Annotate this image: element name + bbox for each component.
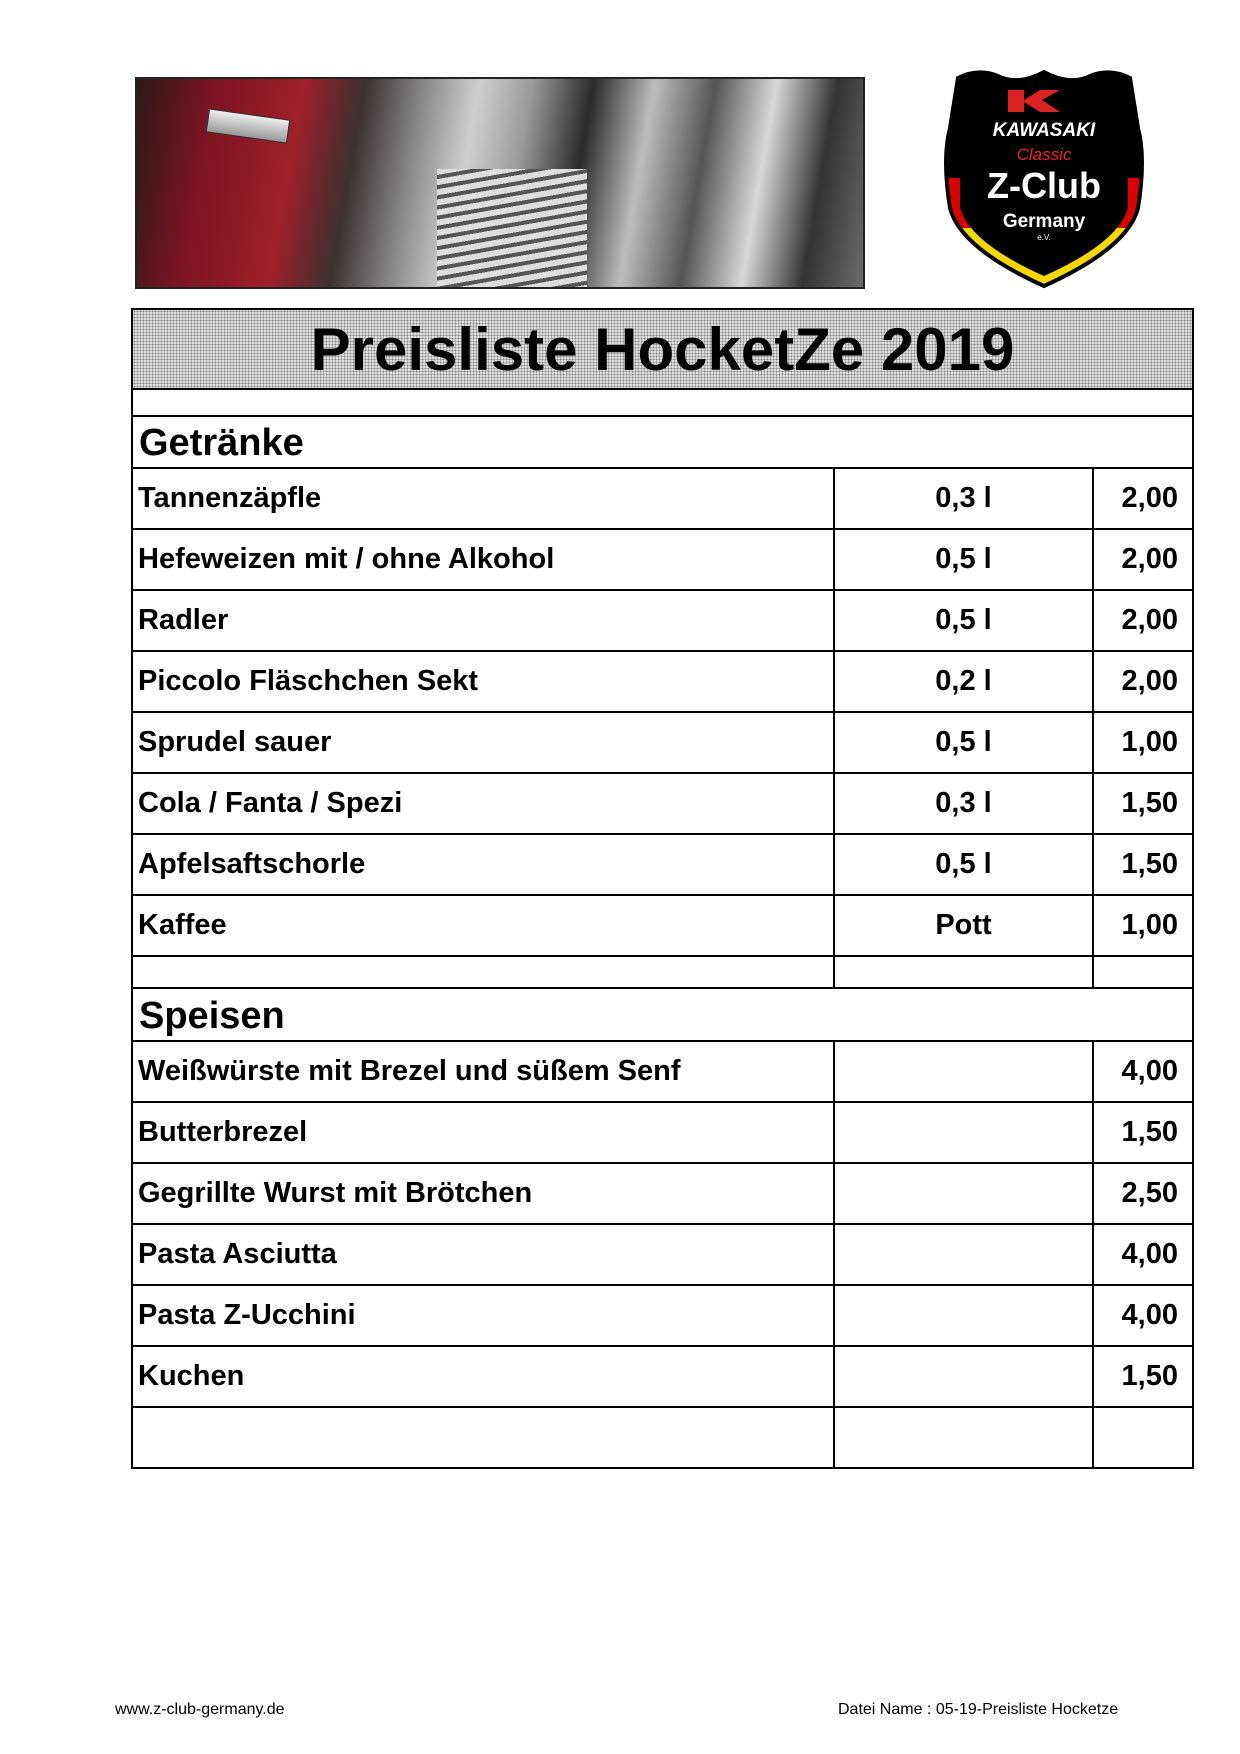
- item-price: 2,00: [1092, 652, 1194, 711]
- item-size: [833, 1042, 1092, 1101]
- item-name: Cola / Fanta / Spezi: [138, 787, 403, 819]
- table-row: [131, 835, 1194, 896]
- page-title: Preisliste HocketZe 2019: [131, 308, 1194, 390]
- item-price: 2,00: [1092, 591, 1194, 650]
- item-price: 1,50: [1092, 835, 1194, 894]
- item-price: 1,50: [1092, 774, 1194, 833]
- item-price: 2,50: [1092, 1164, 1194, 1223]
- item-name: Kaffee: [138, 909, 227, 941]
- item-name: Sprudel sauer: [138, 726, 332, 758]
- item-size: 0,3 l: [833, 774, 1092, 833]
- section-row: [131, 417, 1194, 469]
- table-row: [131, 591, 1194, 652]
- table-row: [131, 1347, 1194, 1408]
- item-price: 4,00: [1092, 1225, 1194, 1284]
- table-row: [131, 652, 1194, 713]
- table-row: [131, 1042, 1194, 1103]
- item-size: [833, 1164, 1092, 1223]
- item-size: 0,5 l: [833, 530, 1092, 589]
- item-size: 0,5 l: [833, 591, 1092, 650]
- item-size: Pott: [833, 896, 1092, 955]
- item-price: 2,00: [1092, 469, 1194, 528]
- item-size: 0,2 l: [833, 652, 1092, 711]
- table-row: [131, 713, 1194, 774]
- blank-row: [131, 390, 1194, 417]
- table-row: [131, 530, 1194, 591]
- logo-sub: Classic: [1016, 145, 1072, 164]
- z-club-logo: [938, 68, 1150, 290]
- table-row: [131, 1164, 1194, 1225]
- footer-filename: Datei Name : 05-19-Preisliste Hocketze: [838, 1701, 1119, 1718]
- item-size: [833, 1103, 1092, 1162]
- item-name: Gegrillte Wurst mit Brötchen: [138, 1177, 533, 1209]
- item-size: 0,5 l: [833, 713, 1092, 772]
- item-name: Tannenzäpfle: [138, 482, 322, 514]
- logo-club: Z-Club: [987, 165, 1101, 206]
- item-price: 1,50: [1092, 1347, 1194, 1406]
- item-price: 1,00: [1092, 896, 1194, 955]
- table-row: [131, 1286, 1194, 1347]
- item-price: 2,00: [1092, 530, 1194, 589]
- item-size: 0,5 l: [833, 835, 1092, 894]
- table-row: [131, 1225, 1194, 1286]
- item-name: Apfelsaftschorle: [138, 848, 366, 880]
- logo-brand: KAWASAKI: [992, 120, 1096, 141]
- table-row: [131, 469, 1194, 530]
- footer-website: www.z-club-germany.de: [115, 1701, 285, 1718]
- blank-row: [131, 957, 1194, 989]
- item-name: Radler: [138, 604, 229, 636]
- section-heading-drinks: Getränke: [139, 422, 304, 464]
- motorcycle-engine-photo: [135, 77, 865, 289]
- table-row: [131, 1103, 1194, 1164]
- item-name: Pasta Z-Ucchini: [138, 1299, 356, 1331]
- blank-row: [131, 1408, 1194, 1469]
- engine-fins: [437, 169, 587, 289]
- item-size: 0,3 l: [833, 469, 1092, 528]
- item-price: 1,50: [1092, 1103, 1194, 1162]
- item-name: Butterbrezel: [138, 1116, 308, 1148]
- section-row: [131, 989, 1194, 1042]
- logo-country: Germany: [1002, 211, 1086, 232]
- item-price: 4,00: [1092, 1286, 1194, 1345]
- table-row: [131, 774, 1194, 835]
- item-price: 1,00: [1092, 713, 1194, 772]
- section-heading-food: Speisen: [139, 995, 285, 1037]
- item-name: Pasta Asciutta: [138, 1238, 337, 1270]
- item-name: Piccolo Fläschchen Sekt: [138, 665, 479, 697]
- logo-suffix: e.V.: [1037, 233, 1051, 242]
- item-name: Weißwürste mit Brezel und süßem Senf: [138, 1055, 681, 1087]
- item-size: [833, 1225, 1092, 1284]
- table-row: [131, 896, 1194, 957]
- item-name: Kuchen: [138, 1360, 245, 1392]
- item-name: Hefeweizen mit / ohne Alkohol: [138, 543, 555, 575]
- item-price: 4,00: [1092, 1042, 1194, 1101]
- item-size: [833, 1286, 1092, 1345]
- 900-badge: [206, 108, 291, 143]
- item-size: [833, 1347, 1092, 1406]
